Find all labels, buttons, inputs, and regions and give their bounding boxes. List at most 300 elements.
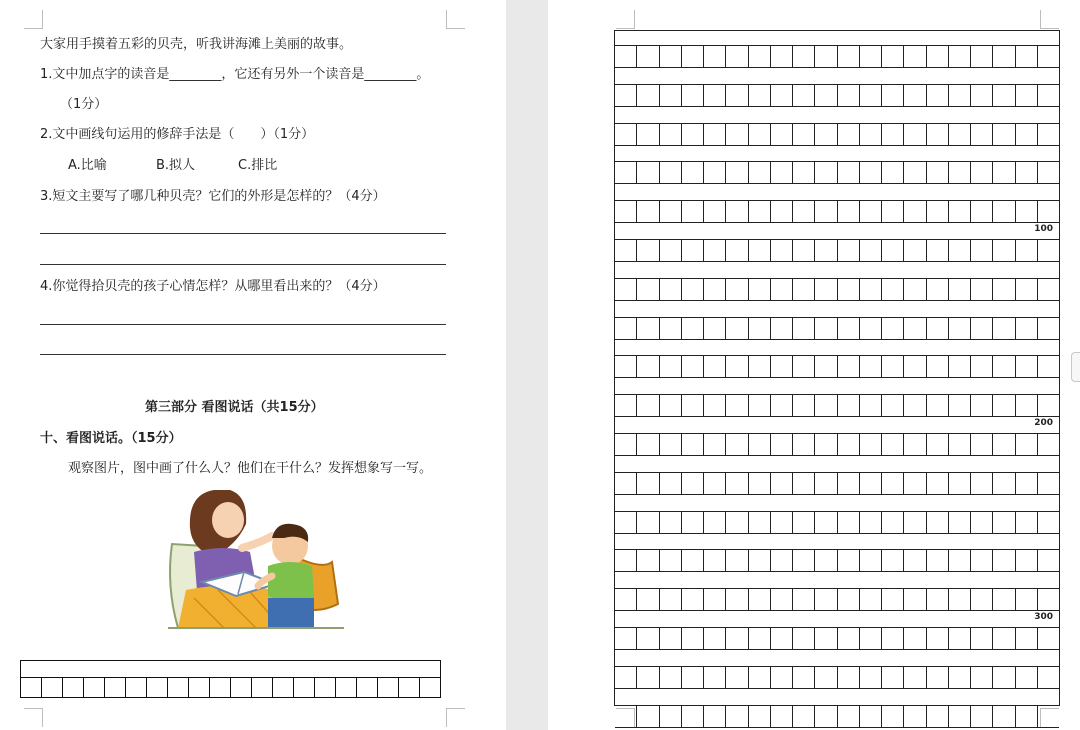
essay-cell[interactable] bbox=[882, 240, 904, 261]
essay-cell[interactable] bbox=[927, 162, 949, 183]
essay-cell[interactable] bbox=[726, 201, 748, 222]
essay-cell[interactable] bbox=[704, 356, 726, 377]
essay-cell[interactable] bbox=[615, 201, 637, 222]
essay-cell[interactable] bbox=[860, 318, 882, 339]
essay-cell[interactable] bbox=[615, 667, 637, 688]
essay-cell[interactable] bbox=[660, 667, 682, 688]
essay-cell[interactable] bbox=[949, 512, 971, 533]
essay-grid-row[interactable] bbox=[615, 84, 1059, 107]
essay-cell[interactable] bbox=[749, 356, 771, 377]
essay-cell[interactable] bbox=[660, 395, 682, 416]
essay-cell[interactable] bbox=[726, 240, 748, 261]
essay-cell[interactable] bbox=[615, 628, 637, 649]
essay-cell[interactable] bbox=[927, 201, 949, 222]
essay-cell[interactable] bbox=[838, 667, 860, 688]
essay-cell[interactable] bbox=[860, 356, 882, 377]
essay-cell[interactable] bbox=[949, 356, 971, 377]
essay-cell[interactable] bbox=[660, 628, 682, 649]
essay-cell[interactable] bbox=[993, 395, 1015, 416]
essay-cell[interactable] bbox=[882, 434, 904, 455]
essay-cell[interactable] bbox=[771, 85, 793, 106]
essay-cell[interactable] bbox=[704, 473, 726, 494]
essay-cell[interactable] bbox=[904, 318, 926, 339]
essay-cell[interactable] bbox=[838, 279, 860, 300]
essay-cell[interactable] bbox=[815, 667, 837, 688]
essay-cell[interactable] bbox=[726, 473, 748, 494]
essay-cell[interactable] bbox=[860, 706, 882, 727]
essay-cell[interactable] bbox=[771, 46, 793, 67]
essay-cell[interactable] bbox=[838, 162, 860, 183]
essay-cell[interactable] bbox=[815, 434, 837, 455]
essay-cell[interactable] bbox=[971, 279, 993, 300]
essay-cell[interactable] bbox=[637, 356, 659, 377]
essay-cell[interactable] bbox=[1038, 395, 1059, 416]
essay-cell[interactable] bbox=[1016, 201, 1038, 222]
essay-cell[interactable] bbox=[904, 240, 926, 261]
essay-grid-row[interactable] bbox=[615, 239, 1059, 262]
essay-cell[interactable] bbox=[793, 434, 815, 455]
essay-cell[interactable] bbox=[927, 434, 949, 455]
essay-grid-row[interactable] bbox=[615, 200, 1059, 223]
essay-cell[interactable] bbox=[1038, 473, 1059, 494]
essay-cell[interactable] bbox=[660, 550, 682, 571]
essay-cell[interactable] bbox=[815, 201, 837, 222]
essay-cell[interactable] bbox=[971, 124, 993, 145]
essay-cell[interactable] bbox=[927, 512, 949, 533]
essay-cell[interactable] bbox=[615, 589, 637, 610]
essay-cell[interactable] bbox=[615, 46, 637, 67]
essay-cell[interactable] bbox=[1016, 628, 1038, 649]
essay-cell[interactable] bbox=[904, 201, 926, 222]
essay-cell[interactable] bbox=[838, 356, 860, 377]
essay-cell[interactable] bbox=[749, 318, 771, 339]
essay-cell[interactable] bbox=[749, 279, 771, 300]
essay-cell[interactable] bbox=[704, 201, 726, 222]
essay-cell[interactable] bbox=[682, 356, 704, 377]
essay-cell[interactable] bbox=[637, 279, 659, 300]
essay-cell[interactable] bbox=[1016, 356, 1038, 377]
essay-cell[interactable] bbox=[637, 667, 659, 688]
essay-cell[interactable] bbox=[993, 162, 1015, 183]
essay-grid-row[interactable] bbox=[615, 472, 1059, 495]
essay-cell[interactable] bbox=[993, 550, 1015, 571]
essay-cell[interactable] bbox=[726, 356, 748, 377]
essay-cell[interactable] bbox=[793, 356, 815, 377]
essay-cell[interactable] bbox=[815, 85, 837, 106]
essay-cell[interactable] bbox=[815, 628, 837, 649]
essay-grid[interactable] bbox=[614, 30, 1060, 706]
essay-cell[interactable] bbox=[904, 550, 926, 571]
essay-cell[interactable] bbox=[793, 240, 815, 261]
essay-cell[interactable] bbox=[838, 395, 860, 416]
essay-cell[interactable] bbox=[971, 667, 993, 688]
essay-cell[interactable] bbox=[1016, 434, 1038, 455]
essay-cell[interactable] bbox=[726, 667, 748, 688]
essay-cell[interactable] bbox=[993, 589, 1015, 610]
essay-cell[interactable] bbox=[704, 395, 726, 416]
essay-cell[interactable] bbox=[949, 124, 971, 145]
essay-cell[interactable] bbox=[637, 201, 659, 222]
essay-cell[interactable] bbox=[838, 589, 860, 610]
essay-cell[interactable] bbox=[793, 473, 815, 494]
essay-cell[interactable] bbox=[993, 473, 1015, 494]
essay-cell[interactable] bbox=[771, 512, 793, 533]
essay-cell[interactable] bbox=[815, 473, 837, 494]
essay-cell[interactable] bbox=[904, 395, 926, 416]
essay-cell[interactable] bbox=[815, 512, 837, 533]
essay-cell[interactable] bbox=[993, 667, 1015, 688]
essay-cell[interactable] bbox=[749, 589, 771, 610]
essay-cell[interactable] bbox=[860, 550, 882, 571]
essay-cell[interactable] bbox=[726, 279, 748, 300]
essay-cell[interactable] bbox=[949, 706, 971, 727]
essay-cell[interactable] bbox=[904, 85, 926, 106]
essay-cell[interactable] bbox=[815, 706, 837, 727]
essay-cell[interactable] bbox=[860, 434, 882, 455]
essay-cell[interactable] bbox=[682, 318, 704, 339]
essay-grid-row[interactable] bbox=[615, 627, 1059, 650]
essay-cell[interactable] bbox=[704, 512, 726, 533]
essay-grid-row[interactable] bbox=[615, 123, 1059, 146]
essay-cell[interactable] bbox=[660, 473, 682, 494]
essay-cell[interactable] bbox=[749, 512, 771, 533]
essay-cell[interactable] bbox=[660, 356, 682, 377]
essay-cell[interactable] bbox=[904, 124, 926, 145]
essay-cell[interactable] bbox=[838, 85, 860, 106]
essay-cell[interactable] bbox=[637, 434, 659, 455]
essay-cell[interactable] bbox=[1038, 434, 1059, 455]
essay-cell[interactable] bbox=[949, 473, 971, 494]
essay-cell[interactable] bbox=[927, 395, 949, 416]
essay-cell[interactable] bbox=[771, 706, 793, 727]
essay-cell[interactable] bbox=[682, 201, 704, 222]
essay-cell[interactable] bbox=[1016, 473, 1038, 494]
essay-cell[interactable] bbox=[949, 589, 971, 610]
essay-cell[interactable] bbox=[682, 589, 704, 610]
essay-cell[interactable] bbox=[1038, 46, 1059, 67]
essay-cell[interactable] bbox=[682, 628, 704, 649]
essay-cell[interactable] bbox=[615, 356, 637, 377]
essay-cell[interactable] bbox=[993, 124, 1015, 145]
essay-cell[interactable] bbox=[1016, 395, 1038, 416]
essay-cell[interactable] bbox=[993, 85, 1015, 106]
essay-cell[interactable] bbox=[1038, 512, 1059, 533]
essay-cell[interactable] bbox=[993, 628, 1015, 649]
essay-grid-row[interactable] bbox=[615, 317, 1059, 340]
essay-cell[interactable] bbox=[1038, 124, 1059, 145]
essay-cell[interactable] bbox=[838, 706, 860, 727]
essay-cell[interactable] bbox=[1016, 706, 1038, 727]
essay-cell[interactable] bbox=[682, 85, 704, 106]
essay-cell[interactable] bbox=[704, 85, 726, 106]
essay-cell[interactable] bbox=[904, 473, 926, 494]
essay-cell[interactable] bbox=[1016, 667, 1038, 688]
essay-cell[interactable] bbox=[971, 550, 993, 571]
essay-cell[interactable] bbox=[904, 706, 926, 727]
essay-cell[interactable] bbox=[927, 667, 949, 688]
essay-cell[interactable] bbox=[860, 589, 882, 610]
essay-cell[interactable] bbox=[904, 589, 926, 610]
essay-cell[interactable] bbox=[660, 589, 682, 610]
essay-cell[interactable] bbox=[993, 706, 1015, 727]
essay-cell[interactable] bbox=[838, 434, 860, 455]
essay-cell[interactable] bbox=[793, 550, 815, 571]
essay-cell[interactable] bbox=[771, 124, 793, 145]
essay-cell[interactable] bbox=[615, 395, 637, 416]
essay-cell[interactable] bbox=[749, 85, 771, 106]
essay-cell[interactable] bbox=[637, 706, 659, 727]
essay-cell[interactable] bbox=[971, 589, 993, 610]
essay-cell[interactable] bbox=[726, 395, 748, 416]
essay-cell[interactable] bbox=[682, 706, 704, 727]
essay-cell[interactable] bbox=[949, 550, 971, 571]
essay-cell[interactable] bbox=[1016, 124, 1038, 145]
essay-cell[interactable] bbox=[882, 279, 904, 300]
essay-cell[interactable] bbox=[838, 46, 860, 67]
essay-cell[interactable] bbox=[726, 434, 748, 455]
essay-cell[interactable] bbox=[971, 706, 993, 727]
essay-cell[interactable] bbox=[927, 589, 949, 610]
essay-cell[interactable] bbox=[749, 162, 771, 183]
essay-cell[interactable] bbox=[993, 46, 1015, 67]
essay-cell[interactable] bbox=[637, 550, 659, 571]
essay-cell[interactable] bbox=[927, 124, 949, 145]
essay-cell[interactable] bbox=[749, 706, 771, 727]
essay-cell[interactable] bbox=[927, 550, 949, 571]
essay-cell[interactable] bbox=[927, 318, 949, 339]
essay-cell[interactable] bbox=[882, 162, 904, 183]
essay-cell[interactable] bbox=[815, 124, 837, 145]
essay-cell[interactable] bbox=[771, 318, 793, 339]
essay-cell[interactable] bbox=[904, 46, 926, 67]
essay-cell[interactable] bbox=[1038, 550, 1059, 571]
essay-cell[interactable] bbox=[927, 240, 949, 261]
essay-cell[interactable] bbox=[771, 162, 793, 183]
essay-cell[interactable] bbox=[1038, 162, 1059, 183]
essay-cell[interactable] bbox=[860, 240, 882, 261]
essay-cell[interactable] bbox=[882, 667, 904, 688]
essay-cell[interactable] bbox=[726, 550, 748, 571]
essay-grid-row[interactable] bbox=[615, 355, 1059, 378]
answer-line[interactable] bbox=[40, 354, 446, 355]
essay-cell[interactable] bbox=[771, 395, 793, 416]
essay-cell[interactable] bbox=[615, 550, 637, 571]
essay-grid-row[interactable] bbox=[615, 278, 1059, 301]
answer-line[interactable] bbox=[40, 264, 446, 265]
essay-cell[interactable] bbox=[927, 279, 949, 300]
essay-cell[interactable] bbox=[971, 318, 993, 339]
essay-cell[interactable] bbox=[1038, 356, 1059, 377]
essay-cell[interactable] bbox=[927, 628, 949, 649]
essay-cell[interactable] bbox=[749, 46, 771, 67]
essay-cell[interactable] bbox=[749, 201, 771, 222]
essay-cell[interactable] bbox=[704, 589, 726, 610]
essay-cell[interactable] bbox=[726, 162, 748, 183]
essay-cell[interactable] bbox=[637, 589, 659, 610]
essay-cell[interactable] bbox=[927, 46, 949, 67]
essay-cell[interactable] bbox=[838, 512, 860, 533]
essay-cell[interactable] bbox=[660, 279, 682, 300]
essay-cell[interactable] bbox=[704, 318, 726, 339]
essay-grid-row[interactable] bbox=[615, 45, 1059, 68]
essay-cell[interactable] bbox=[660, 512, 682, 533]
essay-cell[interactable] bbox=[749, 473, 771, 494]
essay-cell[interactable] bbox=[882, 589, 904, 610]
essay-cell[interactable] bbox=[660, 434, 682, 455]
essay-cell[interactable] bbox=[749, 628, 771, 649]
essay-cell[interactable] bbox=[815, 279, 837, 300]
essay-cell[interactable] bbox=[882, 628, 904, 649]
essay-cell[interactable] bbox=[1038, 240, 1059, 261]
essay-cell[interactable] bbox=[637, 512, 659, 533]
essay-cell[interactable] bbox=[793, 628, 815, 649]
essay-cell[interactable] bbox=[726, 124, 748, 145]
essay-cell[interactable] bbox=[838, 124, 860, 145]
essay-cell[interactable] bbox=[971, 628, 993, 649]
essay-cell[interactable] bbox=[637, 85, 659, 106]
essay-cell[interactable] bbox=[771, 201, 793, 222]
essay-cell[interactable] bbox=[860, 162, 882, 183]
essay-cell[interactable] bbox=[749, 124, 771, 145]
essay-cell[interactable] bbox=[660, 318, 682, 339]
essay-cell[interactable] bbox=[882, 512, 904, 533]
essay-cell[interactable] bbox=[815, 46, 837, 67]
essay-cell[interactable] bbox=[904, 667, 926, 688]
essay-cell[interactable] bbox=[1038, 706, 1059, 727]
essay-cell[interactable] bbox=[771, 628, 793, 649]
essay-cell[interactable] bbox=[904, 162, 926, 183]
essay-cell[interactable] bbox=[882, 85, 904, 106]
essay-cell[interactable] bbox=[682, 162, 704, 183]
essay-grid-row[interactable] bbox=[615, 705, 1059, 728]
essay-cell[interactable] bbox=[637, 162, 659, 183]
essay-cell[interactable] bbox=[949, 46, 971, 67]
essay-cell[interactable] bbox=[749, 550, 771, 571]
essay-cell[interactable] bbox=[860, 395, 882, 416]
essay-cell[interactable] bbox=[971, 356, 993, 377]
essay-cell[interactable] bbox=[615, 279, 637, 300]
essay-cell[interactable] bbox=[1038, 85, 1059, 106]
answer-line[interactable] bbox=[40, 233, 446, 234]
essay-cell[interactable] bbox=[860, 201, 882, 222]
essay-cell[interactable] bbox=[838, 201, 860, 222]
essay-cell[interactable] bbox=[971, 434, 993, 455]
essay-cell[interactable] bbox=[993, 318, 1015, 339]
essay-cell[interactable] bbox=[971, 395, 993, 416]
essay-cell[interactable] bbox=[749, 240, 771, 261]
essay-cell[interactable] bbox=[838, 240, 860, 261]
essay-cell[interactable] bbox=[793, 279, 815, 300]
essay-cell[interactable] bbox=[882, 473, 904, 494]
essay-cell[interactable] bbox=[838, 628, 860, 649]
essay-cell[interactable] bbox=[860, 628, 882, 649]
essay-cell[interactable] bbox=[749, 395, 771, 416]
essay-cell[interactable] bbox=[815, 162, 837, 183]
essay-cell[interactable] bbox=[971, 46, 993, 67]
essay-cell[interactable] bbox=[704, 124, 726, 145]
essay-grid-row[interactable] bbox=[615, 549, 1059, 572]
essay-cell[interactable] bbox=[1016, 279, 1038, 300]
essay-cell[interactable] bbox=[904, 356, 926, 377]
essay-cell[interactable] bbox=[993, 512, 1015, 533]
essay-cell[interactable] bbox=[726, 628, 748, 649]
essay-cell[interactable] bbox=[793, 667, 815, 688]
essay-cell[interactable] bbox=[904, 434, 926, 455]
essay-cell[interactable] bbox=[815, 395, 837, 416]
essay-cell[interactable] bbox=[771, 667, 793, 688]
essay-cell[interactable] bbox=[971, 512, 993, 533]
essay-cell[interactable] bbox=[1038, 589, 1059, 610]
essay-cell[interactable] bbox=[793, 201, 815, 222]
essay-cell[interactable] bbox=[726, 512, 748, 533]
essay-cell[interactable] bbox=[860, 279, 882, 300]
essay-cell[interactable] bbox=[882, 550, 904, 571]
essay-cell[interactable] bbox=[860, 85, 882, 106]
essay-cell[interactable] bbox=[793, 162, 815, 183]
essay-cell[interactable] bbox=[971, 85, 993, 106]
essay-cell[interactable] bbox=[904, 628, 926, 649]
essay-grid-row[interactable] bbox=[615, 588, 1059, 611]
essay-cell[interactable] bbox=[682, 434, 704, 455]
essay-cell[interactable] bbox=[793, 589, 815, 610]
essay-cell[interactable] bbox=[726, 46, 748, 67]
essay-cell[interactable] bbox=[682, 667, 704, 688]
essay-cell[interactable] bbox=[704, 550, 726, 571]
essay-cell[interactable] bbox=[993, 201, 1015, 222]
essay-cell[interactable] bbox=[771, 589, 793, 610]
essay-cell[interactable] bbox=[949, 628, 971, 649]
essay-cell[interactable] bbox=[1038, 667, 1059, 688]
essay-cell[interactable] bbox=[771, 473, 793, 494]
essay-cell[interactable] bbox=[615, 162, 637, 183]
essay-cell[interactable] bbox=[793, 512, 815, 533]
essay-cell[interactable] bbox=[860, 124, 882, 145]
essay-cell[interactable] bbox=[637, 124, 659, 145]
essay-cell[interactable] bbox=[704, 46, 726, 67]
essay-cell[interactable] bbox=[860, 512, 882, 533]
essay-cell[interactable] bbox=[660, 162, 682, 183]
essay-cell[interactable] bbox=[704, 628, 726, 649]
essay-cell[interactable] bbox=[904, 279, 926, 300]
essay-cell[interactable] bbox=[660, 85, 682, 106]
essay-cell[interactable] bbox=[882, 318, 904, 339]
essay-cell[interactable] bbox=[771, 434, 793, 455]
essay-cell[interactable] bbox=[949, 85, 971, 106]
essay-cell[interactable] bbox=[949, 279, 971, 300]
essay-cell[interactable] bbox=[637, 628, 659, 649]
essay-cell[interactable] bbox=[793, 318, 815, 339]
essay-cell[interactable] bbox=[637, 318, 659, 339]
essay-cell[interactable] bbox=[882, 356, 904, 377]
essay-cell[interactable] bbox=[660, 706, 682, 727]
essay-cell[interactable] bbox=[682, 512, 704, 533]
essay-cell[interactable] bbox=[771, 356, 793, 377]
essay-cell[interactable] bbox=[1038, 201, 1059, 222]
essay-cell[interactable] bbox=[838, 473, 860, 494]
essay-cell[interactable] bbox=[993, 279, 1015, 300]
essay-cell[interactable] bbox=[860, 473, 882, 494]
essay-cell[interactable] bbox=[1016, 550, 1038, 571]
essay-cell[interactable] bbox=[771, 279, 793, 300]
essay-cell[interactable] bbox=[815, 589, 837, 610]
essay-cell[interactable] bbox=[971, 240, 993, 261]
essay-cell[interactable] bbox=[927, 356, 949, 377]
essay-cell[interactable] bbox=[860, 46, 882, 67]
scroll-handle[interactable] bbox=[1071, 352, 1080, 382]
essay-cell[interactable] bbox=[726, 318, 748, 339]
essay-cell[interactable] bbox=[637, 473, 659, 494]
essay-cell[interactable] bbox=[615, 240, 637, 261]
